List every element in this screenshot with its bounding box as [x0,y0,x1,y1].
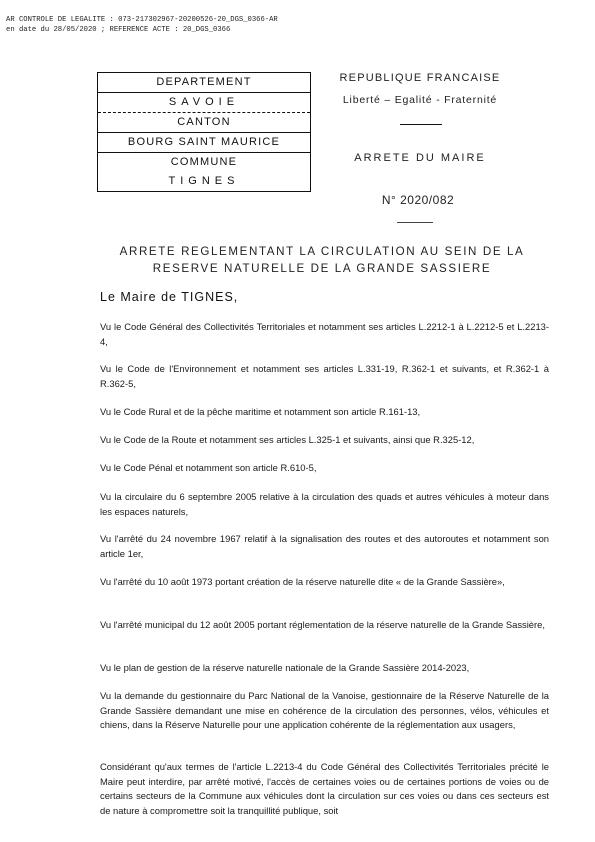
visa-paragraph: Vu le Code Rural et de la pêche maritime et notamment son article R.161-13, [100,406,421,417]
header-divider [400,124,442,125]
legality-stamp [6,16,278,35]
title-line2: RESERVE NATURELLE DE LA GRANDE SASSIERE [152,262,492,275]
visa-paragraph: Vu l'arrêté du 24 novembre 1967 relatif à la signalisation des routes et des autoroutes et notamment son article 1er, [100,533,549,559]
republic-name: REPUBLIQUE FRANCAISE [339,72,501,84]
document-title [90,243,554,277]
visa-paragraph: Vu le Code de l'Environnement et notamment ses articles L.331-19, R.362-1 et suivants, et R.362-1 à R.362-5, [100,363,549,389]
canton-name: BOURG SAINT MAURICE [98,133,310,153]
visa-paragraph: Vu la demande du gestionnaire du Parc National de la Vanoise, gestionnaire de la Réserve Naturelle de la Grande Sassière demandant une mise en cohérence de la circulation des personnes, vélos, véhicules et chiens, dans la Réserve Naturelle pour une application cohérente de la réglementation aux usagers, [100,690,549,731]
visa-paragraph: Vu l'arrêté du 10 août 1973 portant création de la réserve naturelle dite « de la Grande Sassière», [100,576,505,587]
visa-paragraph: Vu le Code de la Route et notamment ses articles L.325-1 et suivants, ainsi que R.325-12, [100,434,475,445]
maire-heading: Le Maire de TIGNES, [100,290,239,304]
arrete-label: ARRETE DU MAIRE [354,152,486,164]
visa-paragraph: Vu l'arrêté municipal du 12 août 2005 portant réglementation de la réserve naturelle de la Grande Sassière, [100,619,545,630]
number-divider [397,222,433,223]
admin-box [97,72,311,192]
legality-stamp-line1: AR CONTROLE DE LEGALITE : 073-217302967-20200526-20_DGS_0366-AR [6,16,278,24]
canton-label: CANTON [98,112,310,133]
commune-name: TIGNES [168,175,240,187]
republic-motto: Liberté – Egalité - Fraternité [342,94,498,106]
considerant-paragraph: Considérant qu'aux termes de l'article L.2213-4 du Code Général des Collectivités Territoriales précité le Maire peut interdire, par arrêté motivé, l'accès de certaines voies ou de certaines portions de voies ou de certains secteurs de la Commune aux véhicules dont la circulation sur ces voies ou dans ces secteurs est de nature à compromettre soit la tranquillité publique, soit [100,761,549,816]
visa-paragraph: Vu le Code Pénal et notamment son article R.610-5, [100,462,317,473]
visa-paragraph: Vu la circulaire du 6 septembre 2005 relative à la circulation des quads et autres véhicules à moteur dans les espaces naturels, [100,491,549,517]
visa-paragraph: Vu le Code Général des Collectivités Territoriales et notamment ses articles L.2212-1 à L.2212-5 et L.2213-4, [100,321,549,347]
arrete-number: N° 2020/082 [381,193,455,207]
title-line1: ARRETE REGLEMENTANT LA CIRCULATION AU SEIN DE LA [119,245,525,258]
departement-label: DEPARTEMENT [98,73,310,93]
visa-paragraph: Vu le plan de gestion de la réserve naturelle nationale de la Grande Sassière 2014-2023, [100,662,470,673]
legality-stamp-line2: en date du 28/05/2020 ; REFERENCE ACTE : 20_DGS_0366 [6,25,231,34]
commune-label: COMMUNE [170,156,238,168]
departement-name: SAVOIE [168,96,240,108]
